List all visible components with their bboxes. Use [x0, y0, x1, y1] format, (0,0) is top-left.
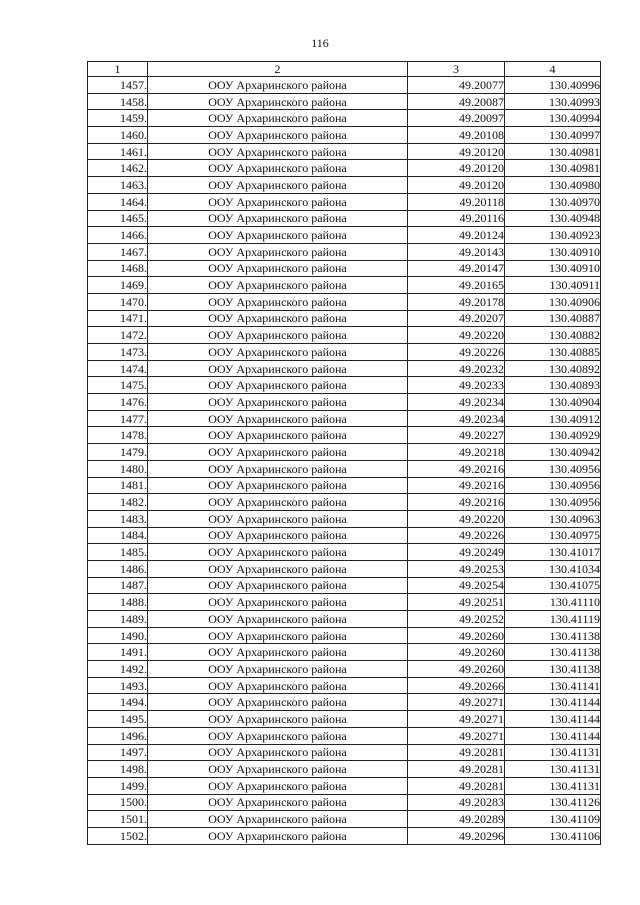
row-number-cell: 1469. — [88, 277, 148, 294]
row-longitude-cell: 130.40994 — [505, 110, 601, 127]
row-longitude-cell: 130.40892 — [505, 360, 601, 377]
column-header-number: 1 — [88, 62, 148, 77]
row-number-cell: 1495. — [88, 711, 148, 728]
row-latitude-cell: 49.20254 — [408, 577, 505, 594]
table-row — [88, 427, 601, 444]
row-number-cell: 1487. — [88, 577, 148, 594]
table-row — [88, 394, 601, 411]
table-row — [88, 744, 601, 761]
row-name-cell: ООУ Архаринского района — [148, 611, 408, 628]
table-row — [88, 661, 601, 678]
row-number-cell: 1459. — [88, 110, 148, 127]
row-number-cell: 1482. — [88, 494, 148, 511]
row-longitude-cell: 130.40929 — [505, 427, 601, 444]
row-number-cell: 1483. — [88, 510, 148, 527]
row-number-cell: 1501. — [88, 811, 148, 828]
row-number-cell: 1491. — [88, 644, 148, 661]
table-row — [88, 727, 601, 744]
row-longitude-cell: 130.41131 — [505, 777, 601, 794]
table-row — [88, 761, 601, 778]
row-latitude-cell: 49.20251 — [408, 594, 505, 611]
row-latitude-cell: 49.20281 — [408, 777, 505, 794]
row-number-cell: 1468. — [88, 260, 148, 277]
row-name-cell: ООУ Архаринского района — [148, 277, 408, 294]
row-name-cell: ООУ Архаринского района — [148, 460, 408, 477]
row-latitude-cell: 49.20207 — [408, 310, 505, 327]
table-row — [88, 160, 601, 177]
row-name-cell: ООУ Архаринского района — [148, 377, 408, 394]
row-number-cell: 1457. — [88, 77, 148, 94]
row-name-cell: ООУ Архаринского района — [148, 577, 408, 594]
table-row — [88, 677, 601, 694]
row-longitude-cell: 130.41126 — [505, 794, 601, 811]
row-longitude-cell: 130.40912 — [505, 410, 601, 427]
row-latitude-cell: 49.20118 — [408, 193, 505, 210]
table-row — [88, 293, 601, 310]
column-header-name: 2 — [148, 62, 408, 77]
row-longitude-cell: 130.40963 — [505, 510, 601, 527]
table-row — [88, 510, 601, 527]
row-name-cell: ООУ Архаринского района — [148, 177, 408, 194]
row-name-cell: ООУ Архаринского района — [148, 327, 408, 344]
table-body — [88, 77, 601, 845]
row-longitude-cell: 130.40981 — [505, 160, 601, 177]
row-name-cell: ООУ Архаринского района — [148, 594, 408, 611]
row-longitude-cell: 130.41144 — [505, 727, 601, 744]
row-longitude-cell: 130.41075 — [505, 577, 601, 594]
table-row — [88, 560, 601, 577]
row-latitude-cell: 49.20120 — [408, 177, 505, 194]
row-name-cell: ООУ Архаринского района — [148, 310, 408, 327]
row-name-cell: ООУ Архаринского района — [148, 160, 408, 177]
row-number-cell: 1474. — [88, 360, 148, 377]
row-longitude-cell: 130.41131 — [505, 744, 601, 761]
row-longitude-cell: 130.40956 — [505, 460, 601, 477]
row-number-cell: 1467. — [88, 243, 148, 260]
row-longitude-cell: 130.40885 — [505, 344, 601, 361]
row-number-cell: 1461. — [88, 143, 148, 160]
row-number-cell: 1464. — [88, 193, 148, 210]
row-longitude-cell: 130.40910 — [505, 260, 601, 277]
row-longitude-cell: 130.40906 — [505, 293, 601, 310]
row-latitude-cell: 49.20087 — [408, 93, 505, 110]
row-number-cell: 1478. — [88, 427, 148, 444]
row-number-cell: 1458. — [88, 93, 148, 110]
row-latitude-cell: 49.20218 — [408, 444, 505, 461]
table-row — [88, 477, 601, 494]
table-row — [88, 711, 601, 728]
row-latitude-cell: 49.20283 — [408, 794, 505, 811]
table-row — [88, 611, 601, 628]
row-longitude-cell: 130.41141 — [505, 677, 601, 694]
row-latitude-cell: 49.20226 — [408, 344, 505, 361]
row-name-cell: ООУ Архаринского района — [148, 777, 408, 794]
row-longitude-cell: 130.40910 — [505, 243, 601, 260]
row-latitude-cell: 49.20226 — [408, 527, 505, 544]
row-longitude-cell: 130.40887 — [505, 310, 601, 327]
table-row — [88, 243, 601, 260]
row-latitude-cell: 49.20233 — [408, 377, 505, 394]
table-row — [88, 377, 601, 394]
row-number-cell: 1500. — [88, 794, 148, 811]
row-name-cell: ООУ Архаринского района — [148, 210, 408, 227]
row-longitude-cell: 130.41144 — [505, 694, 601, 711]
row-number-cell: 1466. — [88, 227, 148, 244]
row-name-cell: ООУ Архаринского района — [148, 627, 408, 644]
row-latitude-cell: 49.20120 — [408, 160, 505, 177]
table-row — [88, 177, 601, 194]
row-longitude-cell: 130.40882 — [505, 327, 601, 344]
row-name-cell: ООУ Архаринского района — [148, 827, 408, 844]
table-row — [88, 644, 601, 661]
row-latitude-cell: 49.20120 — [408, 143, 505, 160]
row-longitude-cell: 130.40981 — [505, 143, 601, 160]
row-name-cell: ООУ Архаринского района — [148, 811, 408, 828]
row-latitude-cell: 49.20178 — [408, 293, 505, 310]
row-number-cell: 1486. — [88, 560, 148, 577]
row-longitude-cell: 130.40893 — [505, 377, 601, 394]
table-row — [88, 494, 601, 511]
row-name-cell: ООУ Архаринского района — [148, 127, 408, 144]
row-longitude-cell: 130.41138 — [505, 627, 601, 644]
row-number-cell: 1476. — [88, 394, 148, 411]
row-number-cell: 1472. — [88, 327, 148, 344]
table-row — [88, 444, 601, 461]
table-row — [88, 594, 601, 611]
row-longitude-cell: 130.40993 — [505, 93, 601, 110]
table-row — [88, 811, 601, 828]
row-name-cell: ООУ Архаринского района — [148, 444, 408, 461]
row-longitude-cell: 130.40948 — [505, 210, 601, 227]
row-name-cell: ООУ Архаринского района — [148, 360, 408, 377]
row-latitude-cell: 49.20252 — [408, 611, 505, 628]
row-number-cell: 1477. — [88, 410, 148, 427]
row-latitude-cell: 49.20260 — [408, 627, 505, 644]
row-number-cell: 1496. — [88, 727, 148, 744]
row-number-cell: 1493. — [88, 677, 148, 694]
row-number-cell: 1480. — [88, 460, 148, 477]
row-latitude-cell: 49.20097 — [408, 110, 505, 127]
row-name-cell: ООУ Архаринского района — [148, 694, 408, 711]
row-longitude-cell: 130.40956 — [505, 494, 601, 511]
row-number-cell: 1488. — [88, 594, 148, 611]
row-number-cell: 1481. — [88, 477, 148, 494]
row-latitude-cell: 49.20260 — [408, 661, 505, 678]
coordinates-table — [87, 61, 601, 845]
row-latitude-cell: 49.20266 — [408, 677, 505, 694]
row-latitude-cell: 49.20296 — [408, 827, 505, 844]
row-latitude-cell: 49.20253 — [408, 560, 505, 577]
row-latitude-cell: 49.20281 — [408, 744, 505, 761]
row-longitude-cell: 130.41109 — [505, 811, 601, 828]
row-latitude-cell: 49.20216 — [408, 477, 505, 494]
row-number-cell: 1470. — [88, 293, 148, 310]
row-name-cell: ООУ Архаринского района — [148, 677, 408, 694]
row-number-cell: 1492. — [88, 661, 148, 678]
row-name-cell: ООУ Архаринского района — [148, 193, 408, 210]
table-row — [88, 227, 601, 244]
row-latitude-cell: 49.20124 — [408, 227, 505, 244]
table-row — [88, 527, 601, 544]
table-row — [88, 410, 601, 427]
row-latitude-cell: 49.20281 — [408, 761, 505, 778]
row-number-cell: 1465. — [88, 210, 148, 227]
row-latitude-cell: 49.20260 — [408, 644, 505, 661]
table-row — [88, 694, 601, 711]
row-name-cell: ООУ Архаринского района — [148, 394, 408, 411]
row-number-cell: 1489. — [88, 611, 148, 628]
row-name-cell: ООУ Архаринского района — [148, 77, 408, 94]
row-longitude-cell: 130.40942 — [505, 444, 601, 461]
row-name-cell: ООУ Архаринского района — [148, 744, 408, 761]
row-latitude-cell: 49.20271 — [408, 727, 505, 744]
row-latitude-cell: 49.20227 — [408, 427, 505, 444]
row-longitude-cell: 130.41144 — [505, 711, 601, 728]
table-row — [88, 210, 601, 227]
table-row — [88, 777, 601, 794]
table-row — [88, 360, 601, 377]
row-number-cell: 1471. — [88, 310, 148, 327]
table-row — [88, 460, 601, 477]
row-number-cell: 1494. — [88, 694, 148, 711]
row-longitude-cell: 130.41131 — [505, 761, 601, 778]
row-latitude-cell: 49.20289 — [408, 811, 505, 828]
row-name-cell: ООУ Архаринского района — [148, 661, 408, 678]
table-row — [88, 110, 601, 127]
table-row — [88, 627, 601, 644]
row-number-cell: 1497. — [88, 744, 148, 761]
row-longitude-cell: 130.40980 — [505, 177, 601, 194]
row-latitude-cell: 49.20249 — [408, 544, 505, 561]
row-number-cell: 1490. — [88, 627, 148, 644]
row-latitude-cell: 49.20116 — [408, 210, 505, 227]
row-longitude-cell: 130.41138 — [505, 644, 601, 661]
row-number-cell: 1499. — [88, 777, 148, 794]
row-latitude-cell: 49.20216 — [408, 460, 505, 477]
row-longitude-cell: 130.41106 — [505, 827, 601, 844]
row-name-cell: ООУ Архаринского района — [148, 644, 408, 661]
row-name-cell: ООУ Архаринского района — [148, 143, 408, 160]
row-latitude-cell: 49.20143 — [408, 243, 505, 260]
row-longitude-cell: 130.41110 — [505, 594, 601, 611]
row-longitude-cell: 130.40911 — [505, 277, 601, 294]
row-number-cell: 1484. — [88, 527, 148, 544]
row-number-cell: 1473. — [88, 344, 148, 361]
row-latitude-cell: 49.20271 — [408, 711, 505, 728]
row-number-cell: 1463. — [88, 177, 148, 194]
row-latitude-cell: 49.20077 — [408, 77, 505, 94]
row-number-cell: 1502. — [88, 827, 148, 844]
row-name-cell: ООУ Архаринского района — [148, 761, 408, 778]
row-latitude-cell: 49.20220 — [408, 327, 505, 344]
row-name-cell: ООУ Архаринского района — [148, 427, 408, 444]
table-row — [88, 143, 601, 160]
row-name-cell: ООУ Архаринского района — [148, 227, 408, 244]
row-name-cell: ООУ Архаринского района — [148, 110, 408, 127]
row-name-cell: ООУ Архаринского района — [148, 260, 408, 277]
column-header-longitude: 4 — [505, 62, 601, 77]
row-name-cell: ООУ Архаринского района — [148, 711, 408, 728]
page-number: 116 — [311, 36, 329, 50]
row-number-cell: 1485. — [88, 544, 148, 561]
row-name-cell: ООУ Архаринского района — [148, 410, 408, 427]
row-name-cell: ООУ Архаринского района — [148, 93, 408, 110]
table-row — [88, 193, 601, 210]
row-number-cell: 1479. — [88, 444, 148, 461]
table-row — [88, 260, 601, 277]
row-longitude-cell: 130.40904 — [505, 394, 601, 411]
row-number-cell: 1460. — [88, 127, 148, 144]
row-latitude-cell: 49.20220 — [408, 510, 505, 527]
row-latitude-cell: 49.20271 — [408, 694, 505, 711]
row-name-cell: ООУ Архаринского района — [148, 560, 408, 577]
table-row — [88, 577, 601, 594]
table-row — [88, 827, 601, 844]
row-latitude-cell: 49.20234 — [408, 410, 505, 427]
row-longitude-cell: 130.40975 — [505, 527, 601, 544]
row-latitude-cell: 49.20147 — [408, 260, 505, 277]
row-latitude-cell: 49.20165 — [408, 277, 505, 294]
row-name-cell: ООУ Архаринского района — [148, 527, 408, 544]
row-name-cell: ООУ Архаринского района — [148, 727, 408, 744]
table-row — [88, 127, 601, 144]
row-name-cell: ООУ Архаринского района — [148, 477, 408, 494]
table-row — [88, 277, 601, 294]
column-header-latitude: 3 — [408, 62, 505, 77]
table-row — [88, 544, 601, 561]
table-header-row — [88, 62, 601, 77]
row-name-cell: ООУ Архаринского района — [148, 293, 408, 310]
row-longitude-cell: 130.40956 — [505, 477, 601, 494]
row-name-cell: ООУ Архаринского района — [148, 494, 408, 511]
table-row — [88, 327, 601, 344]
table-row — [88, 344, 601, 361]
row-longitude-cell: 130.41017 — [505, 544, 601, 561]
row-longitude-cell: 130.40996 — [505, 77, 601, 94]
row-latitude-cell: 49.20234 — [408, 394, 505, 411]
table-row — [88, 93, 601, 110]
row-latitude-cell: 49.20232 — [408, 360, 505, 377]
row-number-cell: 1462. — [88, 160, 148, 177]
row-name-cell: ООУ Архаринского района — [148, 510, 408, 527]
row-longitude-cell: 130.40923 — [505, 227, 601, 244]
row-longitude-cell: 130.41138 — [505, 661, 601, 678]
row-name-cell: ООУ Архаринского района — [148, 344, 408, 361]
row-latitude-cell: 49.20108 — [408, 127, 505, 144]
row-number-cell: 1498. — [88, 761, 148, 778]
row-name-cell: ООУ Архаринского района — [148, 243, 408, 260]
table-row — [88, 310, 601, 327]
row-longitude-cell: 130.41119 — [505, 611, 601, 628]
table-row — [88, 77, 601, 94]
table-row — [88, 794, 601, 811]
row-number-cell: 1475. — [88, 377, 148, 394]
row-longitude-cell: 130.40970 — [505, 193, 601, 210]
row-name-cell: ООУ Архаринского района — [148, 794, 408, 811]
row-latitude-cell: 49.20216 — [408, 494, 505, 511]
row-name-cell: ООУ Архаринского района — [148, 544, 408, 561]
row-longitude-cell: 130.41034 — [505, 560, 601, 577]
row-longitude-cell: 130.40997 — [505, 127, 601, 144]
